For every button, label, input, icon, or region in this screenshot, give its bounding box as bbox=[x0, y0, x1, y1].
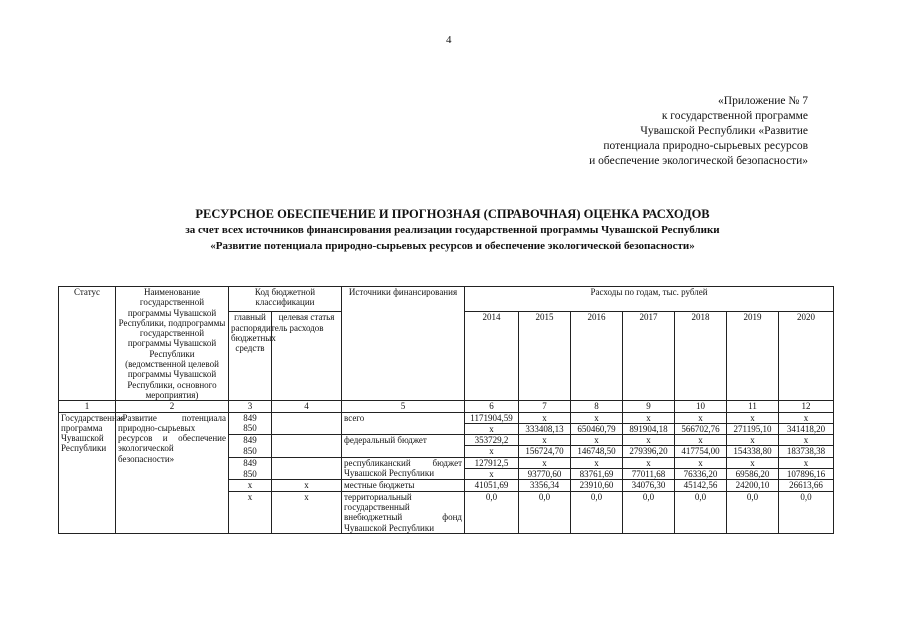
program-name-cell: «Развитие потенциала природно-сырьевых ресурсов и обеспечение экологической безопасности» bbox=[116, 412, 229, 533]
main-manager-code-cell: 849 bbox=[229, 412, 272, 423]
expense-value-cell: x bbox=[779, 457, 834, 468]
target-item-cell bbox=[272, 469, 342, 480]
expense-value-cell: 45142,56 bbox=[675, 480, 727, 491]
title-line-3: «Развитие потенциала природно-сырьевых ресурсов и обеспечение экологической безопасности» bbox=[210, 240, 695, 252]
funding-source-cell: республиканский бюджет Чувашской Республики bbox=[342, 457, 465, 480]
header-expenses: Расходы по годам, тыс. рублей bbox=[465, 287, 834, 312]
expense-value-cell: x bbox=[465, 423, 519, 434]
appendix-line: «Приложение № 7 bbox=[718, 95, 808, 107]
expense-value-cell: 333408,13 bbox=[519, 423, 571, 434]
expense-value-cell: 77011,68 bbox=[623, 469, 675, 480]
expense-value-cell: 41051,69 bbox=[465, 480, 519, 491]
target-item-cell bbox=[272, 435, 342, 446]
expense-value-cell: 0,0 bbox=[675, 491, 727, 533]
appendix-line: потенциала природно-сырьевых ресурсов bbox=[603, 140, 808, 152]
main-manager-code-cell: 849 bbox=[229, 457, 272, 468]
header-year: 2019 bbox=[727, 312, 779, 401]
expense-value-cell: x bbox=[623, 435, 675, 446]
expense-value-cell: 341418,20 bbox=[779, 423, 834, 434]
header-year: 2016 bbox=[571, 312, 623, 401]
header-year: 2017 bbox=[623, 312, 675, 401]
expense-value-cell: 891904,18 bbox=[623, 423, 675, 434]
expense-value-cell: 0,0 bbox=[465, 491, 519, 533]
expense-value-cell: 0,0 bbox=[779, 491, 834, 533]
expense-value-cell: 1171904,59 bbox=[465, 412, 519, 423]
expense-value-cell: 0,0 bbox=[727, 491, 779, 533]
column-number: 5 bbox=[342, 401, 465, 412]
target-item-cell: x bbox=[272, 480, 342, 491]
expense-value-cell: 34076,30 bbox=[623, 480, 675, 491]
target-item-cell bbox=[272, 412, 342, 423]
expense-value-cell: 0,0 bbox=[519, 491, 571, 533]
funding-source-cell: всего bbox=[342, 412, 465, 435]
expense-value-cell: 566702,76 bbox=[675, 423, 727, 434]
expense-value-cell: 0,0 bbox=[623, 491, 675, 533]
funding-source-cell: местные бюджеты bbox=[342, 480, 465, 491]
header-year: 2014 bbox=[465, 312, 519, 401]
table-row bbox=[59, 412, 834, 423]
expense-value-cell: x bbox=[571, 412, 623, 423]
column-number: 11 bbox=[727, 401, 779, 412]
expense-value-cell: 127912,5 bbox=[465, 457, 519, 468]
expense-value-cell: 93770,60 bbox=[519, 469, 571, 480]
header-sources: Источники финансирования bbox=[342, 287, 465, 401]
expense-value-cell: x bbox=[675, 435, 727, 446]
column-number: 1 bbox=[59, 401, 116, 412]
appendix-line: и обеспечение экологической безопасности» bbox=[589, 155, 808, 167]
expense-value-cell: x bbox=[727, 457, 779, 468]
header-budget-code: Код бюджетной классификации bbox=[229, 287, 342, 312]
expense-value-cell: 156724,70 bbox=[519, 446, 571, 457]
expense-value-cell: 3356,34 bbox=[519, 480, 571, 491]
main-manager-code-cell: x bbox=[229, 480, 272, 491]
expense-value-cell: x bbox=[675, 412, 727, 423]
title-line-1: РЕСУРСНОЕ ОБЕСПЕЧЕНИЕ И ПРОГНОЗНАЯ (СПРАВОЧНАЯ) ОЦЕНКА РАСХОДОВ bbox=[195, 207, 710, 221]
financing-table bbox=[58, 286, 834, 534]
main-manager-code-cell: 850 bbox=[229, 423, 272, 434]
expense-value-cell: x bbox=[779, 435, 834, 446]
main-manager-code-cell: x bbox=[229, 491, 272, 533]
header-year: 2015 bbox=[519, 312, 571, 401]
funding-source-cell: федеральный бюджет bbox=[342, 435, 465, 458]
title-line-2: за счет всех источников финансирования реализации государственной программы Чувашской Республики bbox=[185, 224, 720, 236]
page-number: 4 bbox=[446, 34, 452, 46]
expense-value-cell: x bbox=[571, 435, 623, 446]
expense-value-cell: x bbox=[571, 457, 623, 468]
column-number: 7 bbox=[519, 401, 571, 412]
expense-value-cell: x bbox=[727, 412, 779, 423]
expense-value-cell: 271195,10 bbox=[727, 423, 779, 434]
expense-value-cell: x bbox=[779, 412, 834, 423]
target-item-cell bbox=[272, 457, 342, 468]
appendix-line: к государственной программе bbox=[661, 110, 808, 122]
expense-value-cell: x bbox=[519, 435, 571, 446]
main-manager-code-cell: 850 bbox=[229, 469, 272, 480]
expense-value-cell: x bbox=[519, 412, 571, 423]
column-number: 8 bbox=[571, 401, 623, 412]
expense-value-cell: x bbox=[465, 469, 519, 480]
expense-value-cell: 0,0 bbox=[571, 491, 623, 533]
expense-value-cell: 183738,38 bbox=[779, 446, 834, 457]
expense-value-cell: 83761,69 bbox=[571, 469, 623, 480]
header-year: 2020 bbox=[779, 312, 834, 401]
column-number: 9 bbox=[623, 401, 675, 412]
column-number: 2 bbox=[116, 401, 229, 412]
target-item-cell bbox=[272, 423, 342, 434]
expense-value-cell: 279396,20 bbox=[623, 446, 675, 457]
appendix-note bbox=[528, 94, 808, 169]
expense-value-cell: x bbox=[675, 457, 727, 468]
header-name: Наименование государственной программы Чувашской Республики, подпрограммы государственной программы Чувашской Республики (ведомственной целевой программы Чувашской Республики, основного мероприятия) bbox=[116, 287, 229, 401]
expense-value-cell: 107896,16 bbox=[779, 469, 834, 480]
header-target-item: целевая статья расходов bbox=[272, 312, 342, 401]
expense-value-cell: 417754,00 bbox=[675, 446, 727, 457]
target-item-cell bbox=[272, 446, 342, 457]
expense-value-cell: x bbox=[623, 412, 675, 423]
target-item-cell: x bbox=[272, 491, 342, 533]
expense-value-cell: 650460,79 bbox=[571, 423, 623, 434]
header-main-manager: главный распорядитель бюджетных средств bbox=[229, 312, 272, 401]
column-number: 6 bbox=[465, 401, 519, 412]
expense-value-cell: 69586,20 bbox=[727, 469, 779, 480]
expense-value-cell: x bbox=[465, 446, 519, 457]
expense-value-cell: 76336,20 bbox=[675, 469, 727, 480]
main-manager-code-cell: 849 bbox=[229, 435, 272, 446]
expense-value-cell: 154338,80 bbox=[727, 446, 779, 457]
column-number: 3 bbox=[229, 401, 272, 412]
header-status: Статус bbox=[59, 287, 116, 401]
main-manager-code-cell: 850 bbox=[229, 446, 272, 457]
expense-value-cell: 353729,2 bbox=[465, 435, 519, 446]
expense-value-cell: x bbox=[623, 457, 675, 468]
expense-value-cell: x bbox=[727, 435, 779, 446]
expense-value-cell: 26613,66 bbox=[779, 480, 834, 491]
expense-value-cell: 23910,60 bbox=[571, 480, 623, 491]
funding-source-cell: территориальный государственный внебюджетный фонд Чувашской Республики bbox=[342, 491, 465, 533]
status-cell: Государственная программа Чувашской Республики bbox=[59, 412, 116, 533]
column-number: 10 bbox=[675, 401, 727, 412]
document-title bbox=[0, 206, 905, 254]
expense-value-cell: 146748,50 bbox=[571, 446, 623, 457]
appendix-line: Чувашской Республики «Развитие bbox=[640, 125, 808, 137]
expense-value-cell: 24200,10 bbox=[727, 480, 779, 491]
column-number: 12 bbox=[779, 401, 834, 412]
header-year: 2018 bbox=[675, 312, 727, 401]
column-number: 4 bbox=[272, 401, 342, 412]
expense-value-cell: x bbox=[519, 457, 571, 468]
